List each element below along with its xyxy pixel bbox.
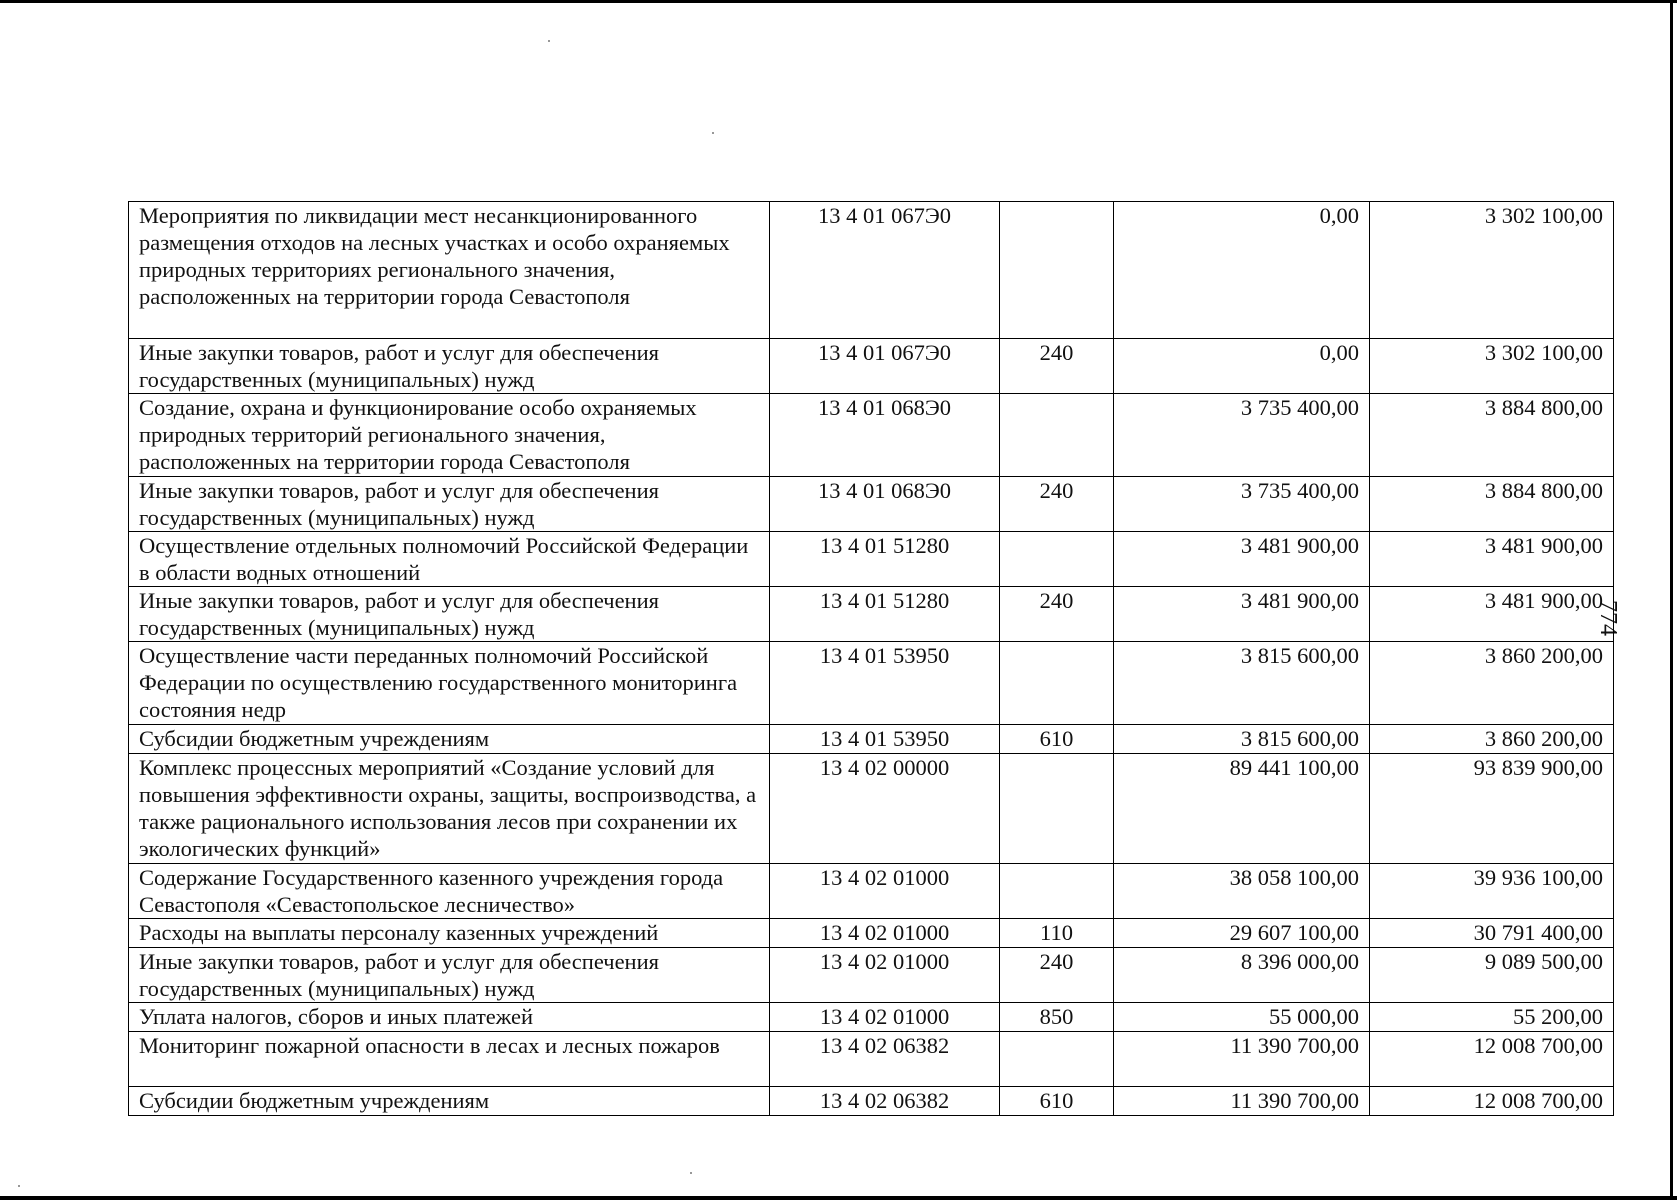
budget-table-body [129, 202, 1614, 1116]
cell-code: 13 4 01 51280 [770, 587, 1000, 642]
cell-amount-2: 12 008 700,00 [1370, 1032, 1614, 1087]
cell-expense-type [1000, 642, 1114, 725]
cell-amount-1: 11 390 700,00 [1114, 1032, 1370, 1087]
cell-name: Субсидии бюджетным учреждениям [129, 1087, 770, 1116]
cell-code: 13 4 02 00000 [770, 754, 1000, 864]
scan-speck [712, 132, 714, 134]
cell-code: 13 4 02 06382 [770, 1087, 1000, 1116]
cell-code: 13 4 01 067Э0 [770, 202, 1000, 339]
cell-amount-2: 39 936 100,00 [1370, 864, 1614, 919]
cell-amount-2: 93 839 900,00 [1370, 754, 1614, 864]
cell-amount-2: 55 200,00 [1370, 1003, 1614, 1032]
page-number: 774 [1595, 600, 1621, 636]
cell-amount-1: 89 441 100,00 [1114, 754, 1370, 864]
cell-expense-type [1000, 202, 1114, 339]
table-row [129, 477, 1614, 532]
cell-amount-1: 11 390 700,00 [1114, 1087, 1370, 1116]
cell-name: Мероприятия по ликвидации мест несанкционированного размещения отходов на лесных участках и особо охраняемых природных территориях регионального значения, расположенных на территории города Севастополя [129, 202, 770, 339]
cell-amount-1: 8 396 000,00 [1114, 948, 1370, 1003]
table-row [129, 1003, 1614, 1032]
cell-expense-type: 240 [1000, 339, 1114, 394]
cell-expense-type: 240 [1000, 587, 1114, 642]
table-row [129, 725, 1614, 754]
cell-expense-type [1000, 754, 1114, 864]
cell-amount-2: 3 860 200,00 [1370, 725, 1614, 754]
cell-expense-type: 610 [1000, 725, 1114, 754]
cell-name: Иные закупки товаров, работ и услуг для обеспечения государственных (муниципальных) нужд [129, 477, 770, 532]
cell-amount-2: 3 481 900,00 [1370, 587, 1614, 642]
scan-speck [690, 1172, 692, 1174]
cell-amount-1: 3 481 900,00 [1114, 532, 1370, 587]
cell-amount-2: 3 481 900,00 [1370, 532, 1614, 587]
cell-amount-1: 29 607 100,00 [1114, 919, 1370, 948]
cell-expense-type: 110 [1000, 919, 1114, 948]
cell-code: 13 4 02 01000 [770, 948, 1000, 1003]
cell-expense-type [1000, 1032, 1114, 1087]
scan-edge-top [0, 0, 1677, 3]
scan-speck [548, 40, 550, 42]
cell-name: Комплекс процессных мероприятий «Создание условий для повышения эффективности охраны, защиты, воспроизводства, а также рационального использования лесов при сохранении их экологических функций» [129, 754, 770, 864]
cell-name: Иные закупки товаров, работ и услуг для обеспечения государственных (муниципальных) нужд [129, 948, 770, 1003]
cell-amount-2: 12 008 700,00 [1370, 1087, 1614, 1116]
cell-amount-2: 3 884 800,00 [1370, 394, 1614, 477]
cell-code: 13 4 02 01000 [770, 864, 1000, 919]
table-row [129, 919, 1614, 948]
cell-code: 13 4 01 068Э0 [770, 477, 1000, 532]
cell-code: 13 4 01 53950 [770, 642, 1000, 725]
cell-amount-1: 0,00 [1114, 339, 1370, 394]
cell-name: Уплата налогов, сборов и иных платежей [129, 1003, 770, 1032]
cell-name: Содержание Государственного казенного учреждения города Севастополя «Севастопольское лесничество» [129, 864, 770, 919]
cell-amount-1: 3 815 600,00 [1114, 642, 1370, 725]
cell-name: Иные закупки товаров, работ и услуг для обеспечения государственных (муниципальных) нужд [129, 339, 770, 394]
cell-amount-1: 3 481 900,00 [1114, 587, 1370, 642]
scan-edge-right [1670, 0, 1673, 1200]
cell-code: 13 4 02 01000 [770, 919, 1000, 948]
table-row [129, 202, 1614, 339]
cell-code: 13 4 01 067Э0 [770, 339, 1000, 394]
table-row [129, 864, 1614, 919]
budget-table [128, 201, 1614, 1116]
cell-amount-1: 38 058 100,00 [1114, 864, 1370, 919]
cell-expense-type: 610 [1000, 1087, 1114, 1116]
cell-expense-type: 240 [1000, 477, 1114, 532]
cell-name: Расходы на выплаты персоналу казенных учреждений [129, 919, 770, 948]
cell-name: Иные закупки товаров, работ и услуг для обеспечения государственных (муниципальных) нужд [129, 587, 770, 642]
table-row [129, 754, 1614, 864]
scan-edge-bottom [0, 1196, 1677, 1200]
cell-amount-2: 3 302 100,00 [1370, 202, 1614, 339]
scan-speck [18, 1185, 20, 1187]
table-row [129, 532, 1614, 587]
cell-amount-1: 55 000,00 [1114, 1003, 1370, 1032]
cell-amount-1: 3 815 600,00 [1114, 725, 1370, 754]
cell-amount-2: 3 884 800,00 [1370, 477, 1614, 532]
table-row [129, 394, 1614, 477]
cell-code: 13 4 01 51280 [770, 532, 1000, 587]
cell-name: Создание, охрана и функционирование особо охраняемых природных территорий регионального значения, расположенных на территории города Севастополя [129, 394, 770, 477]
cell-expense-type: 850 [1000, 1003, 1114, 1032]
table-row [129, 948, 1614, 1003]
table-row [129, 587, 1614, 642]
cell-expense-type [1000, 532, 1114, 587]
cell-amount-2: 9 089 500,00 [1370, 948, 1614, 1003]
cell-name: Осуществление части переданных полномочий Российской Федерации по осуществлению государственного мониторинга состояния недр [129, 642, 770, 725]
cell-code: 13 4 01 068Э0 [770, 394, 1000, 477]
cell-amount-2: 30 791 400,00 [1370, 919, 1614, 948]
cell-amount-1: 0,00 [1114, 202, 1370, 339]
cell-name: Мониторинг пожарной опасности в лесах и лесных пожаров [129, 1032, 770, 1087]
table-row [129, 339, 1614, 394]
cell-amount-1: 3 735 400,00 [1114, 477, 1370, 532]
cell-expense-type [1000, 394, 1114, 477]
cell-code: 13 4 02 01000 [770, 1003, 1000, 1032]
table-row [129, 1087, 1614, 1116]
cell-name: Осуществление отдельных полномочий Российской Федерации в области водных отношений [129, 532, 770, 587]
table-row [129, 642, 1614, 725]
cell-name: Субсидии бюджетным учреждениям [129, 725, 770, 754]
cell-amount-2: 3 302 100,00 [1370, 339, 1614, 394]
cell-expense-type [1000, 864, 1114, 919]
cell-amount-2: 3 860 200,00 [1370, 642, 1614, 725]
cell-amount-1: 3 735 400,00 [1114, 394, 1370, 477]
cell-code: 13 4 01 53950 [770, 725, 1000, 754]
cell-expense-type: 240 [1000, 948, 1114, 1003]
table-row [129, 1032, 1614, 1087]
cell-code: 13 4 02 06382 [770, 1032, 1000, 1087]
